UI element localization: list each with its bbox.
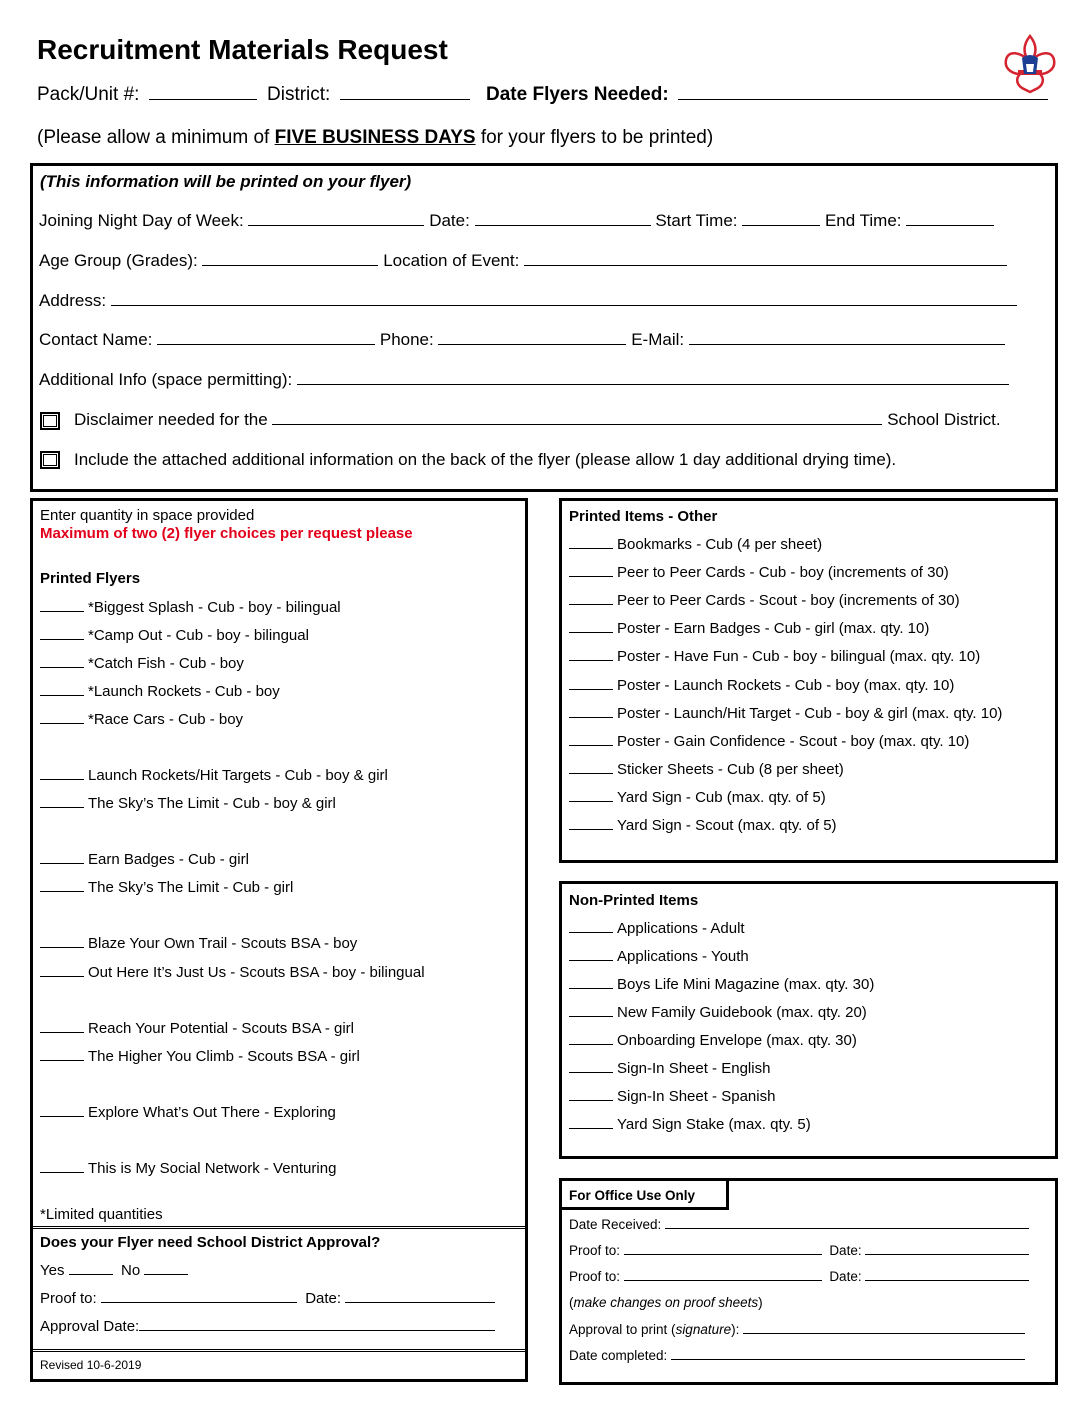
printed-other-item — [569, 564, 949, 581]
flyer-item-label: *Race Cars - Cub - boy — [88, 711, 244, 728]
quantity-field[interactable] — [569, 762, 613, 774]
quantity-field[interactable] — [40, 880, 84, 892]
district-field[interactable] — [340, 85, 470, 100]
phone-field[interactable] — [438, 332, 626, 345]
printed-other-item-label: Poster - Launch/Hit Target - Cub - boy & girl (max. qty. 10) — [617, 704, 1003, 722]
school-district-field[interactable] — [272, 412, 882, 425]
location-field[interactable] — [524, 253, 1007, 266]
approval-signature-field[interactable] — [743, 1323, 1025, 1334]
notice-text-end: for your flyers to be printed) — [475, 127, 714, 148]
proof-to-field[interactable] — [101, 1291, 297, 1303]
quantity-field[interactable] — [569, 790, 613, 802]
quantity-field[interactable] — [40, 796, 84, 808]
email-label: E-Mail: — [631, 330, 685, 349]
page-title: Recruitment Materials Request — [37, 34, 448, 65]
contact-name-label: Contact Name: — [39, 330, 153, 349]
quantity-field[interactable] — [569, 818, 613, 830]
flyer-item-label: Blaze Your Own Trail - Scouts BSA - boy — [88, 935, 358, 952]
printed-other-item-label: Bookmarks - Cub (4 per sheet) — [617, 536, 823, 553]
approval-divider — [30, 1226, 528, 1229]
quantity-field[interactable] — [569, 678, 613, 690]
quantity-field[interactable] — [569, 1033, 613, 1045]
quantity-field[interactable] — [40, 684, 84, 696]
no-label: No — [121, 1262, 141, 1279]
quantity-field[interactable] — [569, 593, 613, 605]
office-date-field-1[interactable] — [865, 1244, 1029, 1255]
printed-other-item-label: Poster - Launch Rockets - Cub - boy (max. qty. 10) — [617, 676, 955, 694]
quantity-field[interactable] — [40, 965, 84, 977]
pack-unit-label: Pack/Unit #: — [37, 84, 140, 105]
notice-text-start: (Please allow a minimum of — [37, 127, 275, 148]
pack-unit-field[interactable] — [149, 85, 257, 100]
flyer-item-label: Out Here It’s Just Us - Scouts BSA - boy - bilingual — [88, 964, 425, 981]
phone-label: Phone: — [379, 330, 434, 349]
printed-other-item-label: Sticker Sheets - Cub (8 per sheet) — [617, 760, 844, 778]
disclaimer-label: Disclaimer needed for the — [74, 410, 268, 429]
flyer-item — [40, 1104, 336, 1121]
flyer-item-label: This is My Social Network - Venturing — [88, 1160, 337, 1177]
flyer-item-label: The Sky’s The Limit - Cub - girl — [88, 879, 294, 896]
printed-other-item — [569, 536, 822, 553]
printed-other-item — [569, 705, 1002, 722]
printed-other-item — [569, 761, 844, 778]
flyer-item — [40, 683, 280, 700]
revised-date: Revised 10-6-2019 — [40, 1358, 142, 1372]
flyer-item-label: *Launch Rockets - Cub - boy — [88, 683, 280, 700]
flyer-item-label: Launch Rockets/Hit Targets - Cub - boy & girl — [88, 767, 388, 784]
flyer-item-label: *Catch Fish - Cub - boy — [88, 655, 244, 672]
limited-quantities-note: *Limited quantities — [40, 1206, 163, 1223]
quantity-field[interactable] — [569, 649, 613, 661]
district-label: District: — [267, 84, 331, 105]
date-needed-label: Date Flyers Needed: — [486, 84, 669, 105]
flyer-item-label: Earn Badges - Cub - girl — [88, 851, 249, 868]
enter-quantity-text: Enter quantity in space provided — [40, 507, 255, 524]
office-proof-to-field-1[interactable] — [624, 1244, 822, 1255]
end-time-field[interactable] — [906, 213, 994, 226]
office-use-heading: For Office Use Only — [569, 1188, 696, 1203]
quantity-field[interactable] — [569, 1117, 613, 1129]
flyer-item-label: *Camp Out - Cub - boy - bilingual — [88, 627, 309, 644]
printed-other-item-label: Yard Sign - Scout (max. qty. of 5) — [617, 817, 837, 834]
printed-other-item — [569, 789, 826, 806]
quantity-field[interactable] — [569, 565, 613, 577]
printed-other-item — [569, 592, 960, 609]
quantity-field[interactable] — [40, 656, 84, 668]
quantity-field[interactable] — [40, 852, 84, 864]
approval-date-label-short: Date: — [305, 1290, 342, 1307]
non-printed-item — [569, 920, 745, 937]
quantity-field[interactable] — [569, 1089, 613, 1101]
maximum-choices-text: Maximum of two (2) flyer choices per request please — [40, 525, 413, 542]
flyer-item — [40, 1160, 336, 1177]
start-time-field[interactable] — [742, 213, 820, 226]
quantity-field[interactable] — [40, 1021, 84, 1033]
end-time-label: End Time: — [824, 211, 902, 230]
non-printed-item-label: Yard Sign Stake (max. qty. 5) — [617, 1116, 811, 1133]
non-printed-item-label: Sign-In Sheet - English — [617, 1060, 771, 1077]
notice-bold: FIVE BUSINESS DAYS — [274, 127, 476, 148]
revised-divider — [30, 1349, 528, 1352]
joining-night-label: Joining Night Day of Week: — [39, 211, 244, 230]
include-back-checkbox[interactable] — [40, 451, 60, 469]
office-proof-to-label-1: Proof to: — [569, 1243, 621, 1258]
flyer-item — [40, 599, 341, 616]
yes-field[interactable] — [69, 1263, 113, 1275]
date-completed-field[interactable] — [671, 1349, 1025, 1360]
flyer-item — [40, 1020, 354, 1037]
quantity-field[interactable] — [569, 734, 613, 746]
quantity-field[interactable] — [569, 706, 613, 718]
quantity-field[interactable] — [569, 1061, 613, 1073]
yes-label: Yes — [40, 1262, 65, 1279]
non-printed-item — [569, 976, 874, 993]
date-completed-label: Date completed: — [569, 1348, 668, 1363]
flyer-item-label: The Sky’s The Limit - Cub - boy & girl — [88, 795, 336, 812]
quantity-field[interactable] — [569, 1005, 613, 1017]
printed-other-item-label: Poster - Earn Badges - Cub - girl (max. qty. 10) — [617, 620, 930, 638]
signature-text: signature — [675, 1322, 732, 1337]
age-group-label: Age Group (Grades): — [39, 251, 198, 270]
location-label: Location of Event: — [383, 251, 520, 270]
flyer-item-label: Reach Your Potential - Scouts BSA - girl — [88, 1020, 354, 1037]
additional-info-label: Additional Info (space permitting): — [39, 370, 293, 389]
flyer-item — [40, 795, 336, 812]
non-printed-item-label: Applications - Adult — [617, 920, 745, 937]
non-printed-item-label: Onboarding Envelope (max. qty. 30) — [617, 1032, 857, 1049]
printed-other-item — [569, 733, 969, 750]
changes-text: make changes on proof sheets — [573, 1295, 759, 1310]
quantity-field[interactable] — [40, 1105, 84, 1117]
disclaimer-checkbox[interactable] — [40, 412, 60, 430]
flyer-item-label: The Higher You Climb - Scouts BSA - girl — [88, 1048, 360, 1065]
quantity-field[interactable] — [40, 1049, 84, 1061]
quantity-field[interactable] — [569, 621, 613, 633]
non-printed-item — [569, 1060, 770, 1077]
printed-other-item — [569, 648, 980, 665]
flyer-item — [40, 767, 388, 784]
flyer-item — [40, 964, 425, 981]
address-field[interactable] — [111, 293, 1017, 306]
quantity-field[interactable] — [40, 628, 84, 640]
school-district-label: School District. — [887, 410, 1001, 429]
flyer-item — [40, 935, 357, 952]
quantity-field[interactable] — [40, 712, 84, 724]
contact-name-field[interactable] — [157, 332, 375, 345]
flyer-item-label: *Biggest Splash - Cub - boy - bilingual — [88, 599, 341, 616]
start-time-label: Start Time: — [655, 211, 738, 230]
flyer-item — [40, 711, 243, 728]
office-date-field-2[interactable] — [865, 1270, 1029, 1281]
proof-date-field[interactable] — [345, 1291, 495, 1303]
quantity-field[interactable] — [569, 977, 613, 989]
quantity-field[interactable] — [40, 936, 84, 948]
office-date-label-2: Date: — [829, 1269, 862, 1284]
age-group-field[interactable] — [202, 253, 378, 266]
address-label: Address: — [39, 291, 107, 310]
office-proof-to-field-2[interactable] — [624, 1270, 822, 1281]
non-printed-item-label: Applications - Youth — [617, 948, 749, 965]
approval-print-open: Approval to print ( — [569, 1322, 676, 1337]
flyer-item — [40, 879, 293, 896]
non-printed-item-label: New Family Guidebook (max. qty. 20) — [617, 1004, 867, 1021]
quantity-field[interactable] — [569, 921, 613, 933]
printed-other-heading: Printed Items - Other — [569, 508, 718, 525]
flyer-item-label: Explore What’s Out There - Exploring — [88, 1104, 336, 1121]
printed-other-item-label: Yard Sign - Cub (max. qty. of 5) — [617, 788, 826, 806]
joining-night-field[interactable] — [248, 213, 424, 226]
changes-close: ) — [758, 1295, 763, 1310]
date-received-field[interactable] — [665, 1218, 1029, 1229]
proof-to-label: Proof to: — [40, 1290, 97, 1307]
quantity-field[interactable] — [40, 1161, 84, 1173]
non-printed-item — [569, 948, 749, 965]
approval-print-close: ): — [731, 1322, 740, 1337]
non-printed-item-label: Sign-In Sheet - Spanish — [617, 1088, 776, 1105]
office-date-label-1: Date: — [829, 1243, 862, 1258]
date-received-label: Date Received: — [569, 1217, 662, 1232]
flyer-item — [40, 627, 309, 644]
printed-other-item — [569, 620, 929, 637]
non-printed-heading: Non-Printed Items — [569, 892, 699, 909]
flyer-item — [40, 851, 249, 868]
printed-other-item-label: Poster - Have Fun - Cub - boy - bilingual (max. qty. 10) — [617, 648, 981, 666]
non-printed-item — [569, 1116, 811, 1133]
printed-other-item-label: Peer to Peer Cards - Cub - boy (increments of 30) — [617, 564, 949, 582]
additional-info-field[interactable] — [297, 372, 1009, 385]
non-printed-item — [569, 1032, 857, 1049]
notice — [37, 127, 713, 149]
changes-note — [569, 1295, 763, 1310]
approval-date-field[interactable] — [139, 1319, 495, 1331]
printed-other-item — [569, 817, 837, 834]
quantity-field[interactable] — [40, 768, 84, 780]
printed-flyers-heading: Printed Flyers — [40, 570, 141, 587]
flyer-item — [40, 1048, 360, 1065]
non-printed-item-label: Boys Life Mini Magazine (max. qty. 30) — [617, 976, 875, 993]
include-back-label: Include the attached additional information on the back of the flyer (please allow 1 day additional drying time). — [74, 450, 897, 469]
date-field[interactable] — [475, 213, 651, 226]
printed-other-item-label: Peer to Peer Cards - Scout - boy (increments of 30) — [617, 592, 960, 610]
date-needed-field[interactable] — [678, 85, 1048, 100]
office-proof-to-label-2: Proof to: — [569, 1269, 621, 1284]
non-printed-item — [569, 1004, 867, 1021]
changes-open: ( — [569, 1295, 574, 1310]
email-field[interactable] — [689, 332, 1005, 345]
quantity-field[interactable] — [569, 537, 613, 549]
flyer-info-heading: (This information will be printed on your flyer) — [40, 172, 412, 191]
printed-other-item-label: Poster - Gain Confidence - Scout - boy (max. qty. 10) — [617, 732, 970, 750]
quantity-field[interactable] — [569, 949, 613, 961]
flyer-item — [40, 655, 244, 672]
quantity-field[interactable] — [40, 600, 84, 612]
non-printed-item — [569, 1088, 775, 1105]
date-label: Date: — [429, 211, 470, 230]
approval-date-label: Approval Date: — [40, 1318, 140, 1335]
approval-heading: Does your Flyer need School District Approval? — [40, 1234, 381, 1251]
no-field[interactable] — [144, 1263, 188, 1275]
printed-other-item — [569, 677, 954, 694]
